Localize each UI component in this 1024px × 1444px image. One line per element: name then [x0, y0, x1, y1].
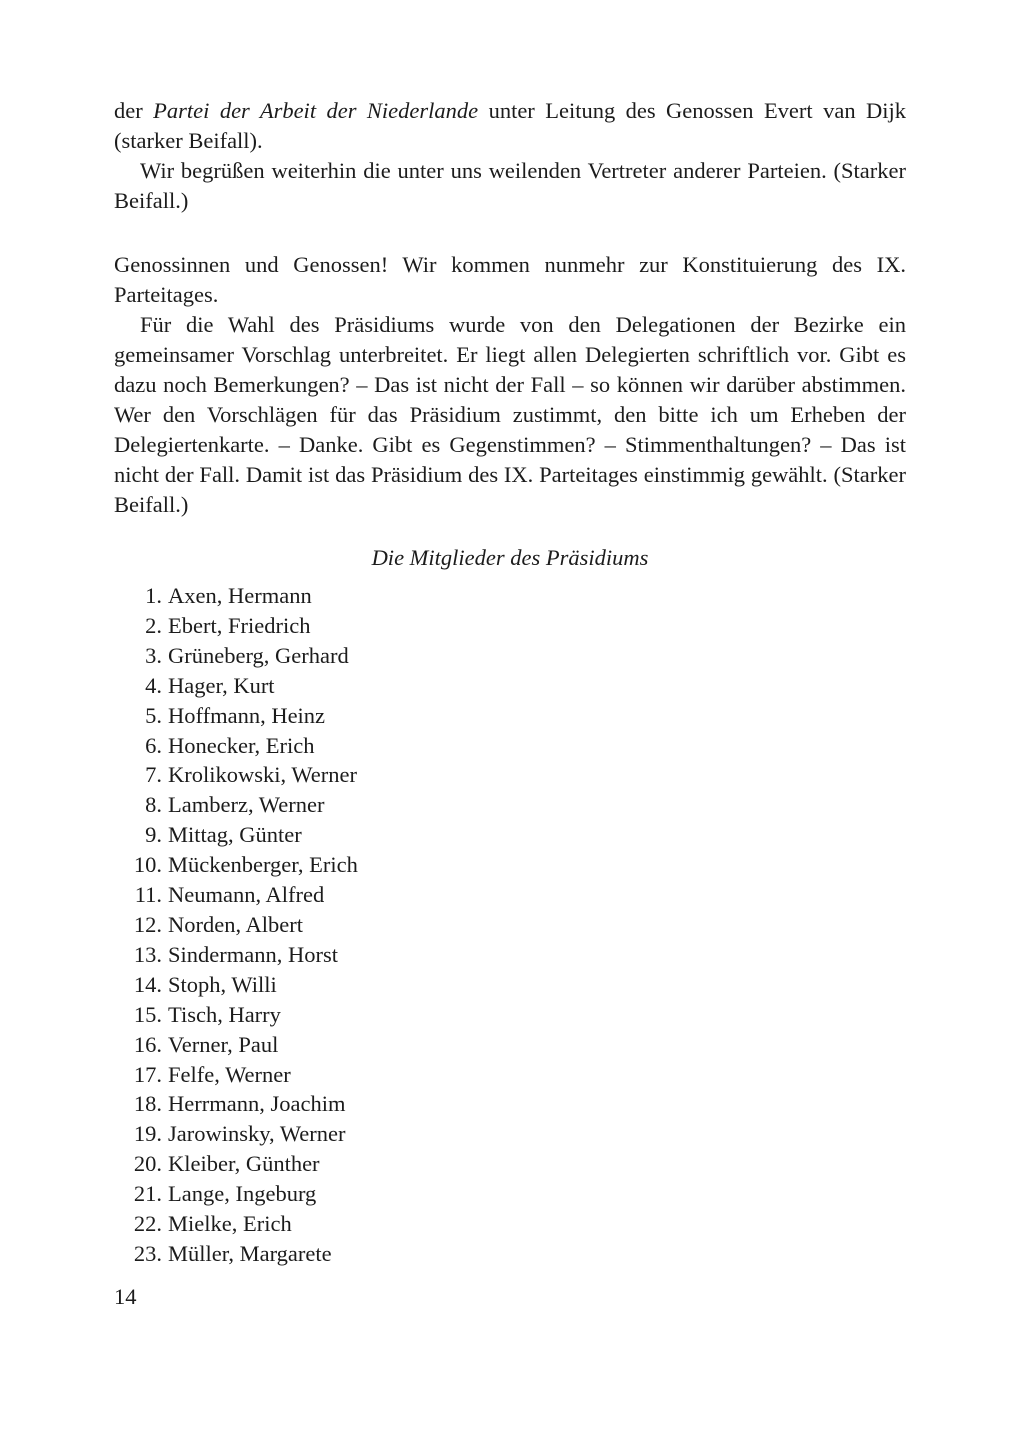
- list-item-name: Mittag, Günter: [168, 822, 302, 848]
- list-item-number: 21.: [133, 1181, 162, 1207]
- list-item-name: Hoffmann, Heinz: [168, 702, 326, 728]
- list-item-name: Neumann, Alfred: [168, 882, 325, 908]
- paragraph-presidium-election: Für die Wahl des Präsidiums wurde von den Delegationen der Bezirke ein gemeinsamer Vorschlag unterbreitet. Er liegt allen Delegierten schriftlich vor. Gibt es dazu noch Bemerkungen? – Das ist nicht der Fall – so können wir darüber abstimmen. Wer den Vorschlägen für das Präsidium zustimmt, den bitte ich um Erheben der Delegiertenkarte. – Danke. Gibt es Gegenstimmen? – Stimmenthaltungen? – Das ist nicht der Fall. Damit ist das Präsidium des IX. Parteitages einstimmig gewählt. (Starker Beifall.): [114, 312, 906, 517]
- list-item-name: Tisch, Harry: [168, 1001, 281, 1027]
- list-heading: Die Mitglieder des Präsidiums: [371, 545, 649, 570]
- list-item: [114, 1119, 358, 1149]
- list-item: [114, 581, 358, 611]
- list-item-number: 1.: [145, 583, 162, 608]
- page-number: 14: [114, 1284, 137, 1309]
- list-item-number: 2.: [145, 612, 162, 638]
- list-item: [114, 1030, 358, 1060]
- list-item-name: Axen, Hermann: [168, 583, 312, 608]
- list-item: [114, 790, 358, 820]
- list-item-number: 6.: [145, 732, 162, 758]
- list-item-number: 18.: [133, 1091, 162, 1117]
- list-item-number: 22.: [133, 1211, 162, 1237]
- list-item-number: 19.: [133, 1121, 162, 1147]
- list-item: [114, 611, 358, 641]
- list-item-name: Jarowinsky, Werner: [168, 1121, 346, 1147]
- paragraph-greeting-representatives: Wir begrüßen weiterhin die unter uns weilenden Vertreter anderer Parteien. (Starker Beifall.): [114, 158, 906, 213]
- list-item-number: 9.: [145, 822, 162, 848]
- list-item-number: 23.: [133, 1240, 162, 1266]
- list-item-number: 12.: [133, 911, 162, 937]
- list-item-number: 4.: [145, 672, 162, 698]
- list-item-number: 3.: [145, 642, 162, 668]
- list-item: [114, 760, 358, 790]
- list-item: [114, 1239, 358, 1269]
- list-item: [114, 641, 358, 671]
- list-item-number: 7.: [145, 762, 162, 788]
- list-item-name: Verner, Paul: [168, 1031, 279, 1057]
- list-item: [114, 910, 358, 940]
- paragraph-party-of-labour: der Partei der Arbeit der Niederlande unter Leitung des Genossen Evert van Dijk (starker Beifall).: [114, 98, 906, 153]
- list-item-name: Ebert, Friedrich: [168, 612, 311, 638]
- list-item: [114, 1209, 358, 1239]
- list-item: [114, 940, 358, 970]
- list-item-name: Lamberz, Werner: [168, 792, 325, 818]
- list-item-name: Norden, Albert: [168, 911, 303, 937]
- list-item-number: 16.: [133, 1031, 162, 1057]
- list-item-name: Herrmann, Joachim: [168, 1091, 346, 1117]
- list-item-name: Mielke, Erich: [168, 1211, 292, 1237]
- list-item-number: 8.: [145, 792, 162, 818]
- list-item: [114, 1089, 358, 1119]
- list-item: [114, 1000, 358, 1030]
- presidium-members-list: [114, 581, 358, 1269]
- list-item-name: Honecker, Erich: [168, 732, 315, 758]
- list-item-name: Stoph, Willi: [168, 971, 277, 997]
- list-item-number: 15.: [133, 1001, 162, 1027]
- list-item-number: 11.: [134, 882, 162, 908]
- list-item-name: Müller, Margarete: [168, 1240, 332, 1266]
- list-item-number: 13.: [133, 941, 162, 967]
- list-item-name: Krolikowski, Werner: [168, 762, 357, 788]
- list-item-number: 5.: [145, 702, 162, 728]
- list-item: [114, 850, 358, 880]
- list-item-name: Mückenberger, Erich: [168, 852, 358, 878]
- list-item-name: Felfe, Werner: [168, 1061, 291, 1087]
- list-item: [114, 820, 358, 850]
- list-item: [114, 731, 358, 761]
- list-item-name: Hager, Kurt: [168, 672, 275, 698]
- list-item-number: 17.: [133, 1061, 162, 1087]
- list-item-name: Sindermann, Horst: [168, 941, 338, 967]
- paragraph-block-1: [114, 96, 906, 216]
- list-item-name: Grüneberg, Gerhard: [168, 642, 349, 668]
- list-item: [114, 970, 358, 1000]
- list-item-number: 10.: [133, 852, 162, 878]
- list-item-name: Kleiber, Günther: [168, 1151, 320, 1177]
- list-item: [114, 701, 358, 731]
- list-item: [114, 1060, 358, 1090]
- list-item-name: Lange, Ingeburg: [168, 1181, 317, 1207]
- list-item: [114, 880, 358, 910]
- list-item: [114, 1149, 358, 1179]
- list-item: [114, 671, 358, 701]
- list-item: [114, 1179, 358, 1209]
- list-item-number: 14.: [133, 971, 162, 997]
- paragraph-block-2: [114, 250, 906, 520]
- list-item-number: 20.: [133, 1151, 162, 1177]
- party-name-emphasis: Partei der Arbeit der Niederlande: [153, 98, 479, 123]
- paragraph-constitution: Genossinnen und Genossen! Wir kommen nunmehr zur Konstituierung des IX. Parteitages.: [114, 252, 906, 307]
